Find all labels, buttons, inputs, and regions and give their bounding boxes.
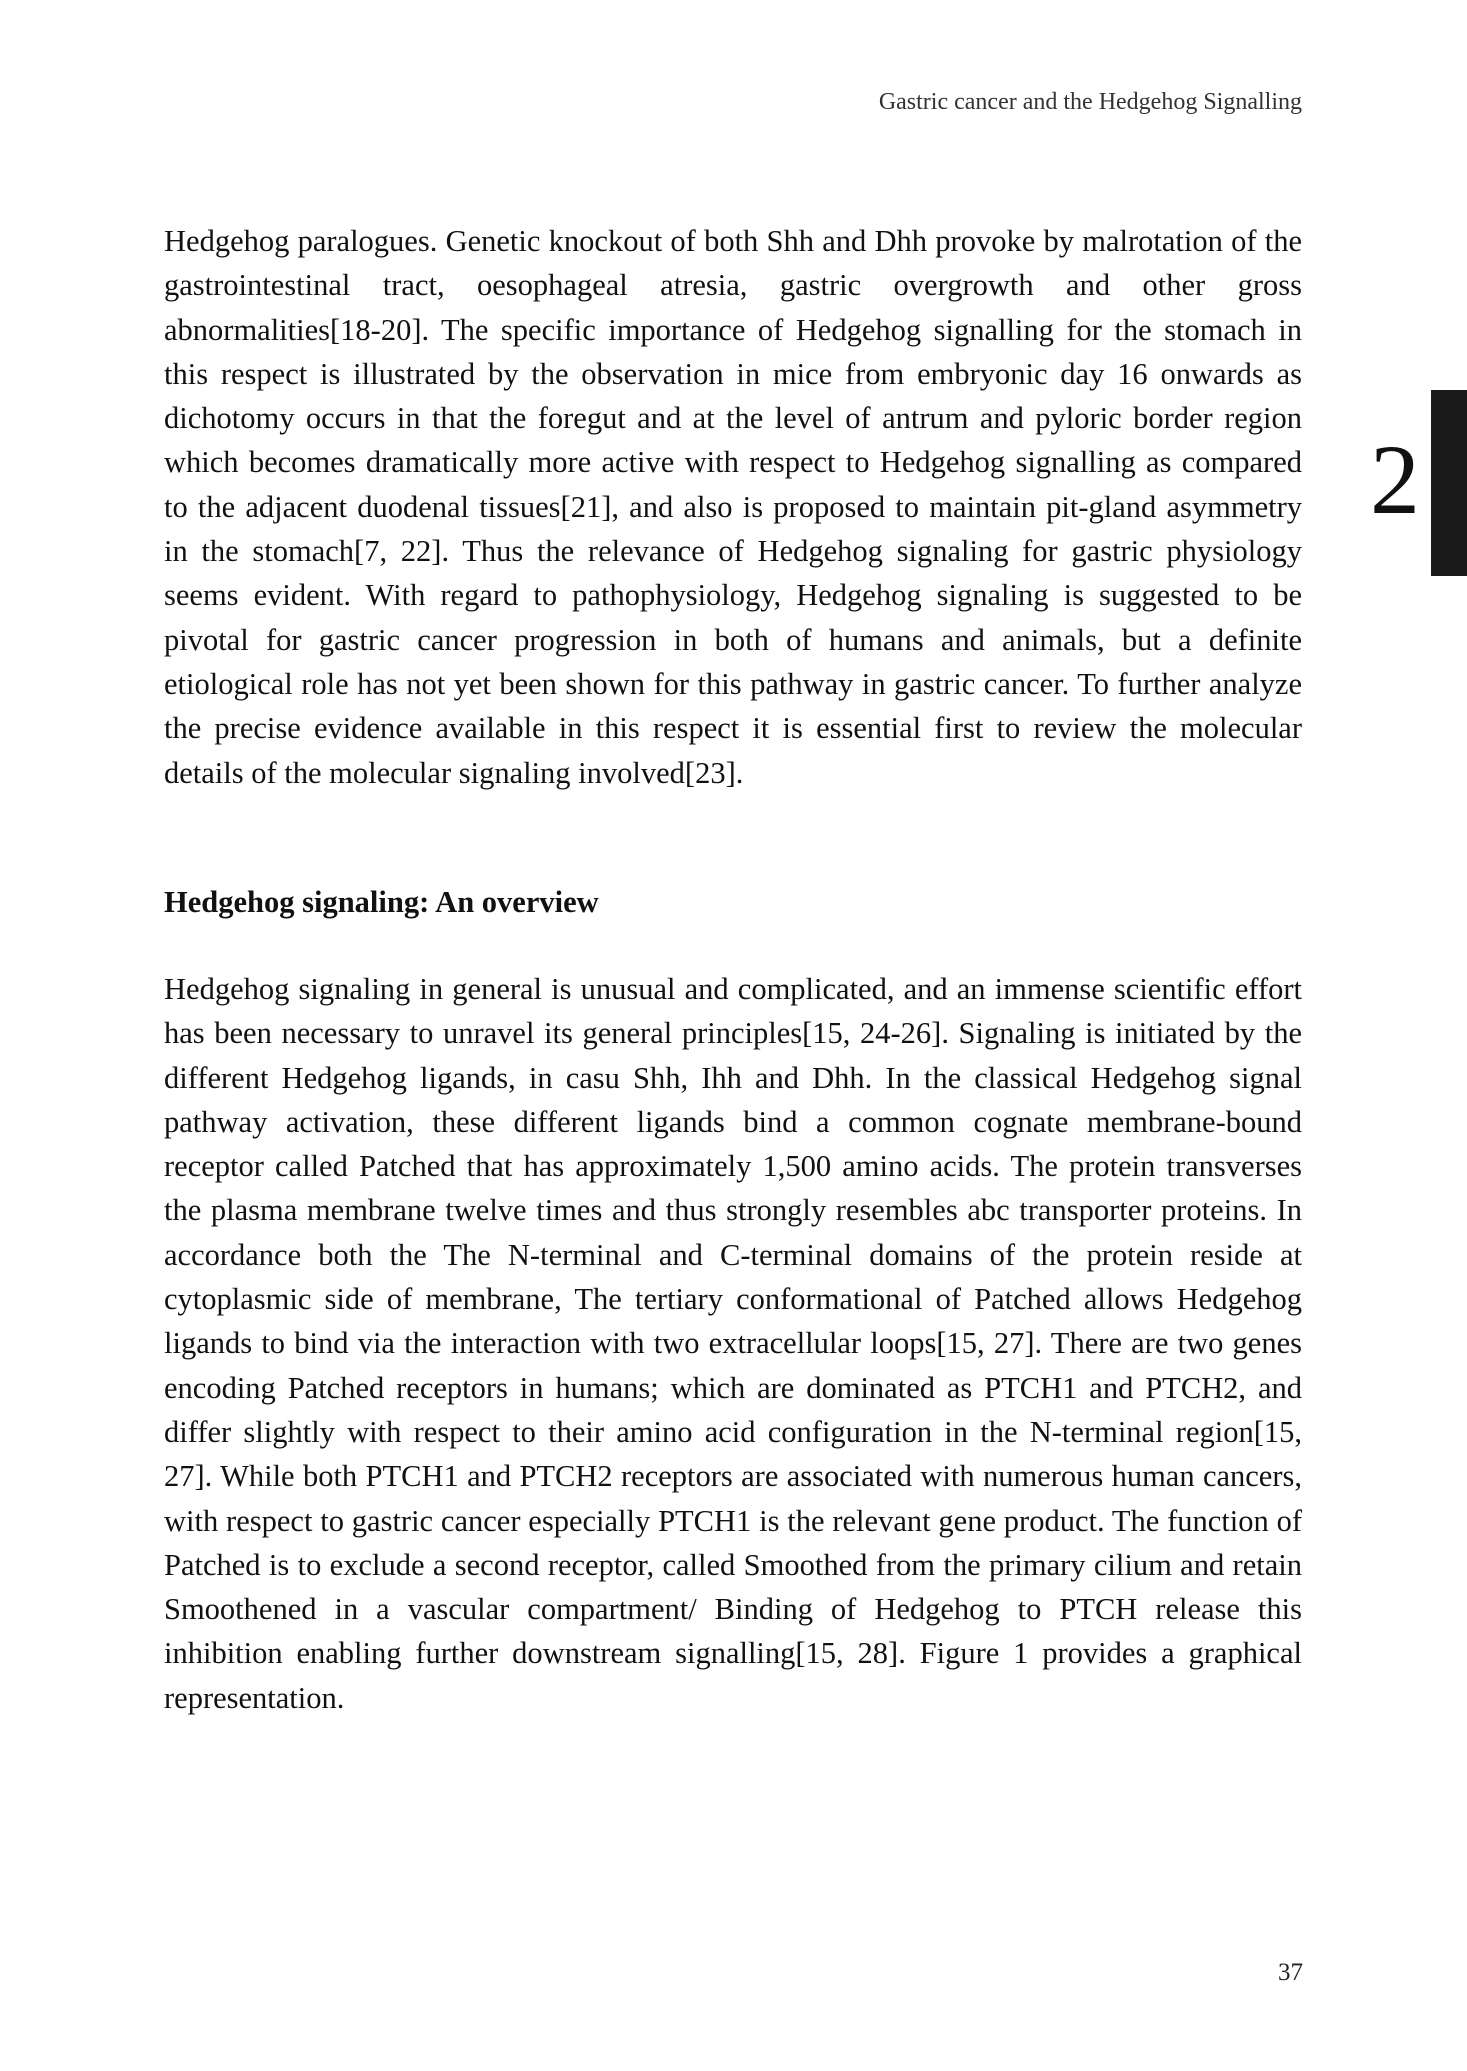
chapter-number: 2 (1370, 424, 1420, 535)
running-header: Gastric cancer and the Hedgehog Signalling (878, 89, 1302, 115)
section-heading: Hedgehog signaling: An overview (164, 885, 599, 919)
chapter-tab-marker (1431, 390, 1467, 576)
page-number: 37 (1278, 1959, 1303, 1986)
body-paragraph: Hedgehog signaling in general is unusual and complicated, and an immense scientific effort has been necessary to unravel its general principles[15, 24-26]. Signaling is initiated by the different Hedgehog ligands, in casu Shh, Ihh and Dhh. In the classical Hedgehog signal pathway activation, these different ligands bind a common cognate membrane-bound receptor called Patched that has approximately 1,500 amino acids. The protein transverses the plasma membrane twelve times and thus strongly resembles abc transporter proteins. In accordance both the The N-terminal and C-terminal domains of the protein reside at cytoplasmic side of membrane, The tertiary conformational of Patched allows Hedgehog ligands to bind via the interaction with two extracellular loops[15, 27]. There are two genes encoding Patched receptors in humans; which are dominated as PTCH1 and PTCH2, and differ slightly with respect to their amino acid configuration in the N-terminal region[15, 27]. While both PTCH1 and PTCH2 receptors are associated with numerous human cancers, with respect to gastric cancer especially PTCH1 is the relevant gene product. The function of Patched is to exclude a second receptor, called Smoothed from the primary cilium and retain Smoothened in a vascular compartment/ Binding of Hedgehog to PTCH release this inhibition enabling further downstream signalling[15, 28]. Figure 1 provides a graphical representation. (164, 972, 1302, 1715)
body-paragraph: Hedgehog paralogues. Genetic knockout of both Shh and Dhh provoke by malrotation of the gastrointestinal tract, oesophageal atresia, gastric overgrowth and other gross abnormalities[18-20]. The specific importance of Hedgehog signalling for the stomach in this respect is illustrated by the observation in mice from embryonic day 16 onwards as dichotomy occurs in that the foregut and at the level of antrum and pyloric border region which becomes dramatically more active with respect to Hedgehog signalling as compared to the adjacent duodenal tissues[21], and also is proposed to maintain pit-gland asymmetry in the stomach[7, 22]. Thus the relevance of Hedgehog signaling for gastric physiology seems evident. With regard to pathophysiology, Hedgehog signaling is suggested to be pivotal for gastric cancer progression in both of humans and animals, but a definite etiological role has not yet been shown for this pathway in gastric cancer. To further analyze the precise evidence available in this respect it is essential first to review the molecular details of the molecular signaling involved[23]. (164, 224, 1302, 790)
